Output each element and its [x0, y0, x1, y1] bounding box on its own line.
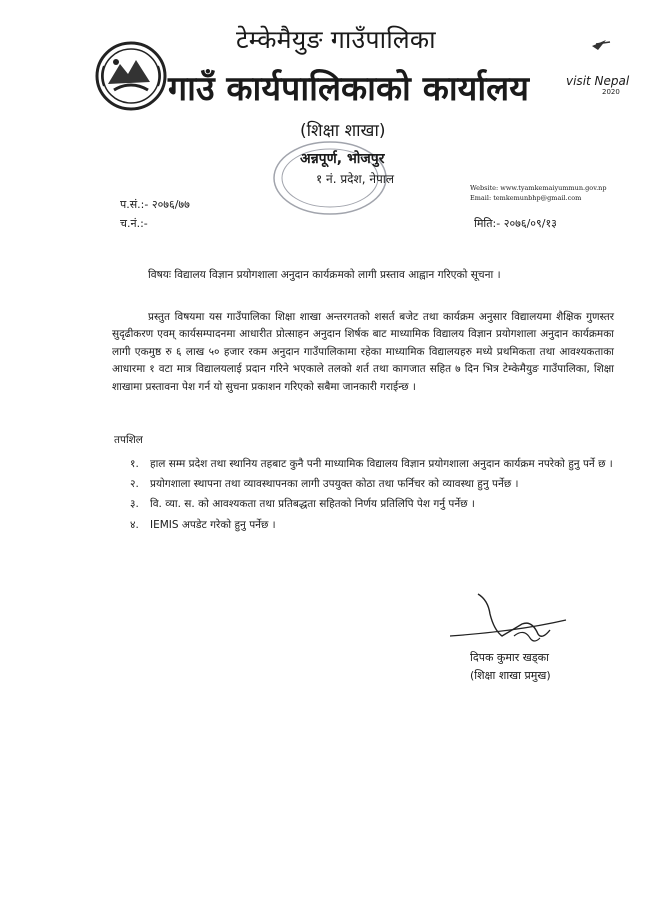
list-item-text: हाल सम्म प्रदेश तथा स्थानिय तहबाट कुनै पनी माध्यामिक विद्यालय विज्ञान प्रयोगशाला अनुदान कार्यक्रम नपरेको हुनु पर्ने छ । [150, 458, 613, 470]
address-line-1: अन्नपूर्ण, भोजपुर [300, 151, 385, 167]
list-item-number: २. [130, 478, 139, 491]
address-line-2: १ नं. प्रदेश, नेपाल [316, 172, 395, 186]
visit-nepal-text: visit Nepal [566, 74, 630, 88]
signatory-role: (शिक्षा शाखा प्रमुख) [470, 669, 551, 682]
website-text: Website: www.tyamkemaiyummun.gov.np [470, 184, 607, 192]
reference-number: प.सं.:- २०७६/७७ [120, 198, 190, 211]
list-item-number: ३. [130, 498, 139, 511]
email-text: Email: temkemunbhp@gmail.com [470, 194, 582, 202]
visit-nepal-logo [562, 38, 642, 102]
list-item-text: प्रयोगशाला स्थापना तथा व्यावस्थापनका लागी उपयुक्त कोठा तथा फर्निचर को व्यावस्था हुनु पर्नेछ । [150, 478, 519, 491]
contact-info [470, 183, 607, 203]
list-item [130, 496, 620, 513]
office-name: गाउँ कार्यपालिकाको कार्यालय [168, 69, 529, 109]
list-item-number: १. [130, 458, 139, 470]
subject-line: विषयः विद्यालय विज्ञान प्रयोगशाला अनुदान कार्यक्रमको लागी प्रस्ताव आह्वान गरिएको सूचना । [148, 269, 501, 281]
list-item-number: ४. [130, 518, 139, 531]
visit-nepal-year: 2020 [602, 88, 620, 96]
conditions-heading: तपशिल [114, 434, 143, 446]
municipality-emblem-icon [94, 40, 168, 116]
letter-date: मिति:- २०७६/०९/१३ [474, 217, 557, 230]
list-item-text: वि. व्या. स. को आवश्यकता तथा प्रतिबद्धता सहितको निर्णय प्रतिलिपि पेश गर्नु पर्नेछ । [150, 498, 475, 511]
conditions-list [130, 456, 620, 537]
dispatch-number: च.नं.:- [120, 217, 148, 230]
handwritten-signature [440, 590, 570, 656]
section-name: (शिक्षा शाखा) [300, 121, 386, 141]
list-item [130, 456, 620, 473]
notice-body: प्रस्तुत विषयमा यस गाउँपालिका शिक्षा शाखा अन्तरगतको शसर्त बजेट तथा कार्यक्रम अनुसार विद्यालयमा शैक्षिक गुणस्तर सुदृढीकरण एवम् कार्यसम्पादनमा आधारीत प्रोत्साहन अनुदान शिर्षक बाट माध्यामिक विद्यालय विज्ञान प्रयोगशाला अनुदान कार्यक्रमका लागी एकमुष्ठ रु ६ लाख ५० हजार रकम अनुदान गाउँपालिकामा रहेका माध्यामिक विद्यालयहरु मध्ये प्रथमिकता तथा आवश्यकताका आधारमा १ वटा मात्र विद्यालयलाई प्रदान गरिने भएकाले तलको शर्त तथा कागजात सहित ७ दिन भित्र टेम्केमैयुङ गाउँपालिका, शिक्षा शाखामा प्रस्तावना पेश गर्न यो सुचना प्रकाशन गरिएको सबैमा जानकारी गराईन्छ । [112, 311, 614, 393]
signatory-name: दिपक कुमार खड्का [470, 651, 549, 664]
municipality-name: टेम्केमैयुङ गाउँपालिका [236, 25, 436, 54]
list-item-text: IEMIS अपडेट गरेको हुनु पर्नेछ । [150, 518, 276, 531]
list-item [130, 476, 620, 493]
list-item [130, 517, 620, 534]
